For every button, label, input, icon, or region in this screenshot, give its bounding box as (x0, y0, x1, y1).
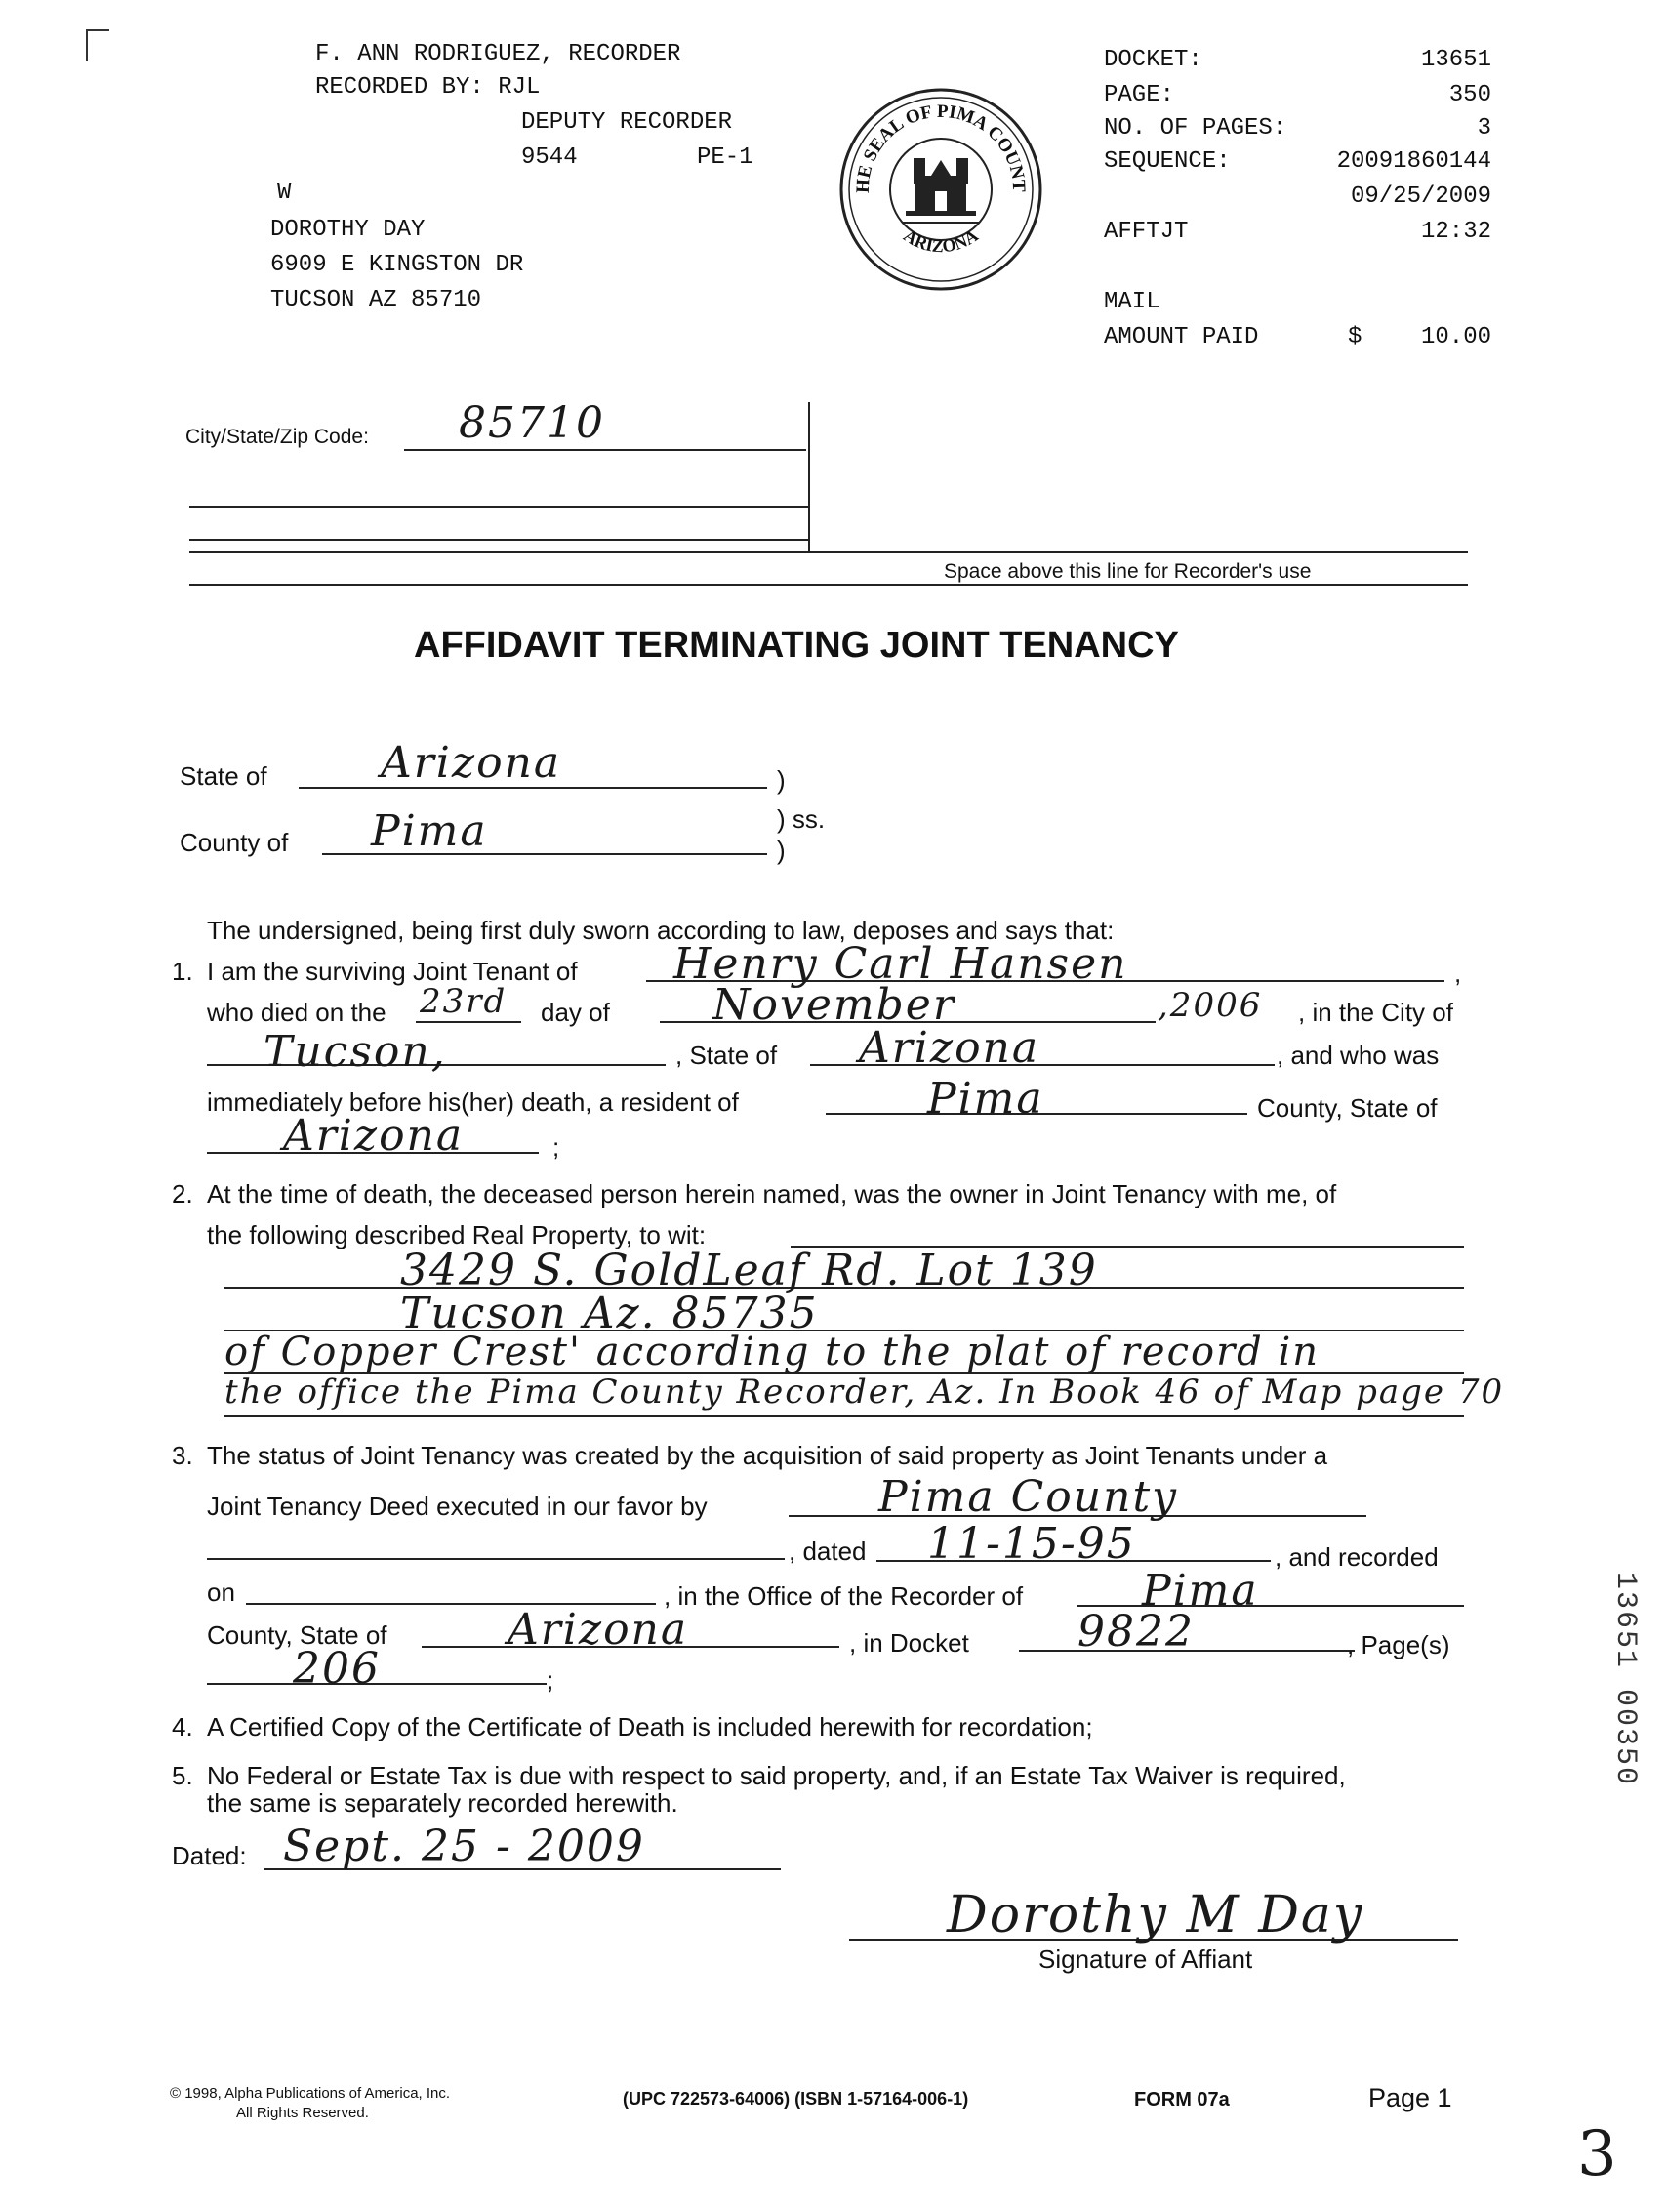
mail-label: MAIL (1104, 289, 1160, 315)
amount-value: 10.00 (1420, 324, 1491, 350)
state-label: State of (180, 761, 267, 791)
item5-number: 5. (172, 1761, 193, 1790)
return-w: W (277, 180, 292, 206)
return-city: TUCSON AZ 85710 (270, 287, 482, 313)
item1-day: 23rd (420, 982, 508, 1021)
county-label: County of (180, 828, 289, 857)
item1-text-a: I am the surviving Joint Tenant of (207, 957, 578, 986)
svg-text:ARIZONA: ARIZONA (900, 225, 982, 257)
venue-paren-2: ) (777, 836, 786, 865)
copyright-line-2: All Rights Reserved. (236, 2105, 369, 2121)
recorded-by: RECORDED BY: RJL (315, 74, 541, 101)
item3-text-d: , and recorded (1275, 1542, 1439, 1572)
item3-text-h: , in Docket (849, 1628, 969, 1658)
item3-state: Arizona (508, 1605, 689, 1655)
item3-text-j: ; (547, 1665, 554, 1695)
city-zip-label: City/State/Zip Code: (185, 426, 369, 448)
recorder-code-1: 9544 (521, 144, 578, 171)
pages-label: NO. OF PAGES: (1104, 115, 1287, 142)
amount-currency: $ (1348, 324, 1362, 350)
item3-text-g: County, State of (207, 1620, 387, 1650)
recorder-box-divider (808, 402, 810, 551)
item4-number: 4. (172, 1712, 193, 1741)
item3-county: Pima (1142, 1566, 1259, 1616)
return-name: DOROTHY DAY (270, 217, 426, 243)
item1-tenant-name: Henry Carl Hansen (673, 939, 1128, 989)
venue-ss: ) ss. (777, 804, 826, 834)
deputy-recorder: DEPUTY RECORDER (521, 109, 733, 136)
sequence-value: 20091860144 (1336, 148, 1491, 175)
recorder-use-note: Space above this line for Recorder's use (944, 560, 1312, 583)
property-line-2: Tucson Az. 85735 (400, 1289, 819, 1338)
item5-text-b: the same is separately recorded herewith. (207, 1788, 678, 1818)
item1-text-i: ; (552, 1132, 560, 1162)
item3-text-i: , Page(s) (1347, 1630, 1450, 1659)
docket-label: DOCKET: (1104, 47, 1202, 73)
item3-text-f: , in the Office of the Recorder of (664, 1581, 1024, 1611)
corner-number: 3 (1577, 2118, 1619, 2191)
item1-state2: Arizona (283, 1111, 465, 1161)
copyright-line-1: © 1998, Alpha Publications of America, Inc. (170, 2085, 451, 2102)
page-label: PAGE: (1104, 82, 1175, 108)
return-street: 6909 E KINGSTON DR (270, 252, 524, 278)
item2-text-b: the following described Real Property, to wit: (207, 1220, 707, 1249)
item3-docket: 9822 (1077, 1607, 1195, 1657)
upc-isbn: (UPC 722573-64006) (ISBN 1-57164-006-1) (623, 2089, 969, 2109)
item1-year: ,2006 (1158, 986, 1263, 1025)
item1-text-e: , State of (675, 1041, 778, 1070)
sequence-label: SEQUENCE: (1104, 148, 1231, 175)
state-value: Arizona (381, 738, 562, 788)
intro-text: The undersigned, being first duly sworn according to law, deposes and says that: (207, 916, 1115, 945)
city-zip-value: 85710 (459, 398, 605, 448)
item3-text-c: , dated (789, 1536, 867, 1566)
pages-value: 3 (1477, 115, 1491, 142)
item1-text-g: immediately before his(her) death, a resident of (207, 1087, 739, 1117)
item3-grantor: Pima County (878, 1472, 1178, 1522)
document-title: AFFIDAVIT TERMINATING JOINT TENANCY (414, 625, 1179, 666)
item1-county: Pima (927, 1074, 1044, 1124)
recorder-name: F. ANN RODRIGUEZ, RECORDER (315, 41, 681, 67)
item3-text-e: on (207, 1577, 235, 1607)
item3-date: 11-15-95 (927, 1519, 1136, 1569)
item4-text: A Certified Copy of the Certificate of Death is included herewith for recordation; (207, 1712, 1093, 1741)
page-value: 350 (1448, 82, 1491, 108)
item1-comma: , (1454, 959, 1462, 988)
item3-page: 206 (293, 1644, 381, 1694)
item1-month: November (712, 980, 955, 1030)
item1-city: Tucson, (264, 1027, 447, 1077)
property-line-1: 3429 S. GoldLeaf Rd. Lot 139 (400, 1246, 1098, 1295)
item1-text-c: day of (541, 998, 610, 1027)
svg-text:THE SEAL OF PIMA COUNTY: HE SEAL OF PIMA COUNT (852, 101, 1030, 194)
item1-text-h: County, State of (1257, 1093, 1438, 1123)
property-line-3: of Copper Crest' according to the plat of record in (224, 1330, 1321, 1374)
signature-label: Signature of Affiant (1038, 1945, 1253, 1974)
item5-text-a: No Federal or Estate Tax is due with respect to said property, and, if an Estate Tax Waiver is required, (207, 1761, 1346, 1790)
form-number: FORM 07a (1134, 2089, 1230, 2110)
item3-number: 3. (172, 1441, 193, 1470)
dated-value: Sept. 25 - 2009 (283, 1822, 645, 1871)
item3-text-a: The status of Joint Tenancy was created by the acquisition of said property as Joint Tenants under a (207, 1441, 1328, 1470)
recorded-date: 09/25/2009 (1350, 184, 1491, 210)
dated-label: Dated: (172, 1841, 247, 1870)
page-number: Page 1 (1368, 2083, 1452, 2112)
item1-number: 1. (172, 957, 193, 986)
corner-mark (86, 29, 109, 61)
item3-text-b: Joint Tenancy Deed executed in our favor by (207, 1492, 708, 1521)
recorded-time: 12:32 (1420, 219, 1491, 245)
document-type: AFFTJT (1104, 219, 1189, 245)
item1-state: Arizona (859, 1023, 1040, 1073)
docket-value: 13651 (1420, 47, 1491, 73)
venue-paren-1: ) (777, 765, 786, 795)
county-seal (837, 86, 1044, 293)
property-line-4: the office the Pima County Recorder, Az. In Book 46 of Map page 70 (224, 1372, 1505, 1412)
affiant-signature: Dorothy M Day (947, 1886, 1364, 1945)
recorder-code-2: PE-1 (697, 144, 753, 171)
margin-stamp: 13651 00350 (1608, 1572, 1642, 1787)
county-value: Pima (371, 806, 488, 856)
seal-graphic (837, 86, 1044, 293)
recorder-line (189, 551, 1468, 553)
item1-text-f: , and who was (1277, 1041, 1440, 1070)
item1-text-b: who died on the (207, 998, 386, 1027)
amount-label: AMOUNT PAID (1104, 324, 1259, 350)
item2-text-a: At the time of death, the deceased person herein named, was the owner in Joint Tenancy with me, of (207, 1179, 1337, 1208)
item2-number: 2. (172, 1179, 193, 1208)
item1-text-d: , in the City of (1298, 998, 1453, 1027)
